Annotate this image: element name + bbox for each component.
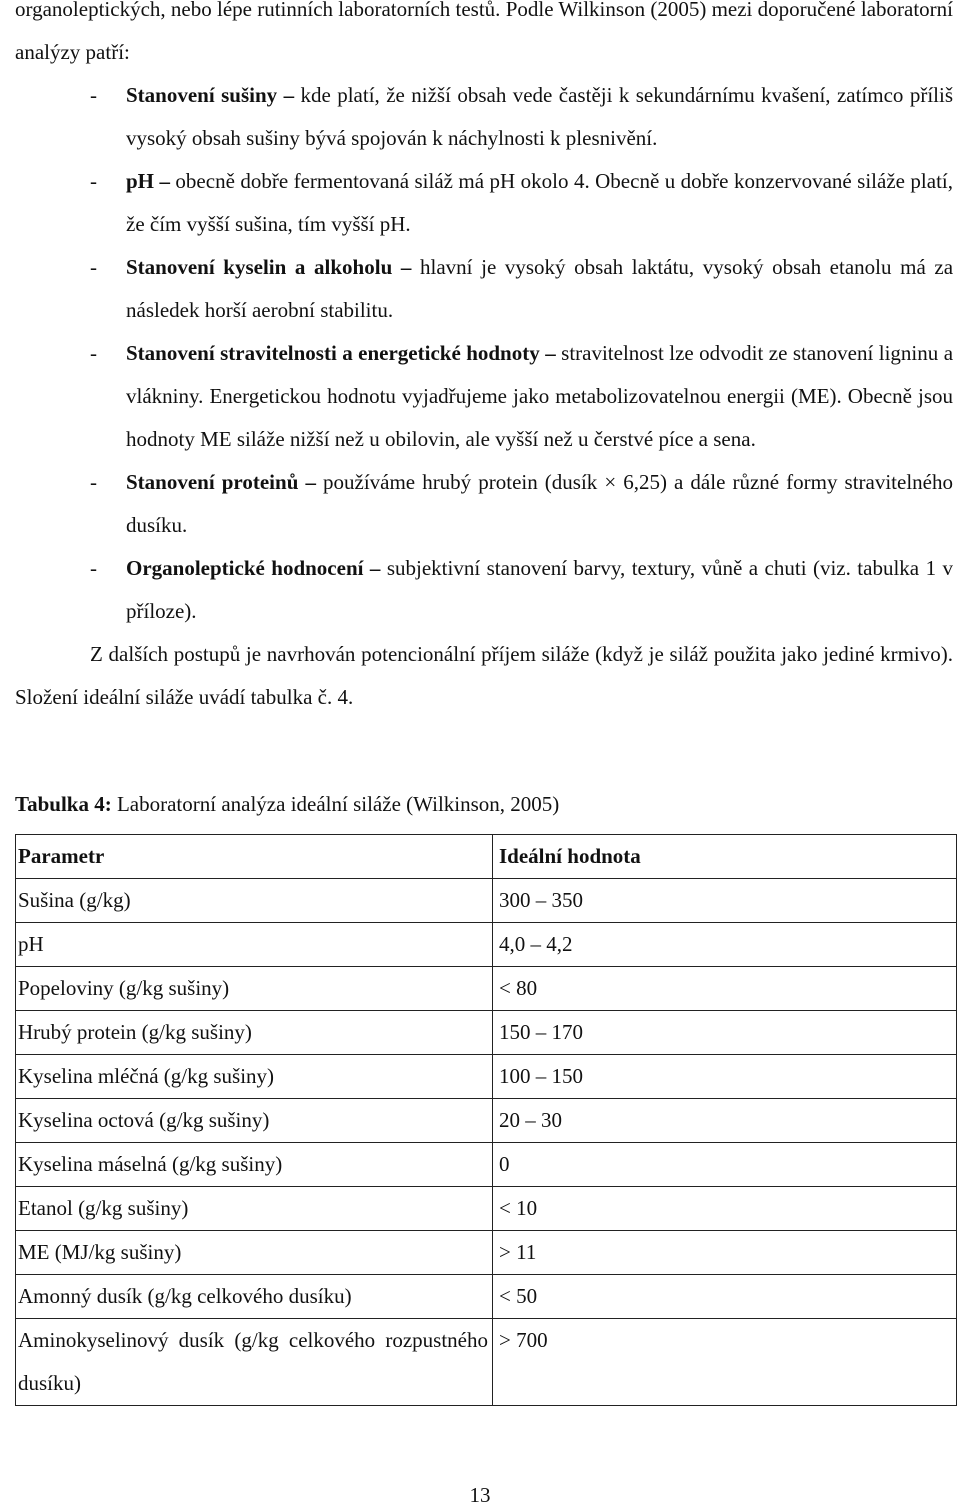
analysis-term: Stanovení stravitelnosti a energetické hodnoty [126, 341, 540, 365]
value-cell: < 10 [493, 1187, 957, 1231]
value-cell: 100 – 150 [493, 1055, 957, 1099]
table-caption [15, 783, 953, 826]
analysis-text: subjektivní stanovení barvy, textury, vůně a chuti (viz. tabulka 1 v příloze). [126, 556, 954, 623]
table-row [16, 1187, 957, 1231]
parameter-cell: Kyselina mléčná (g/kg sušiny) [16, 1055, 493, 1099]
analysis-text: hlavní je vysoký obsah laktátu, vysoký obsah etanolu má za následek horší aerobní stabilitu. [126, 255, 954, 322]
list-item: - Organoleptické hodnocení – subjektivní stanovení barvy, textury, vůně a chuti (viz. tabulka 1 v příloze). [90, 556, 954, 623]
value-cell: < 50 [493, 1275, 957, 1319]
parameter-cell: Kyselina máselná (g/kg sušiny) [16, 1143, 493, 1187]
intro-paragraph: organoleptických, nebo lépe rutinních laboratorních testů. Podle Wilkinson (2005) mezi doporučené laboratorní analýzy patří: [15, 0, 953, 64]
value-cell: < 80 [493, 967, 957, 1011]
closing-paragraph: Z dalších postupů je navrhován potencionální příjem siláže (když je siláž použita jako jediné krmivo). Složení ideální siláže uvádí tabulka č. 4. [15, 642, 953, 709]
document-page [15, 0, 953, 1406]
analysis-term: Stanovení proteinů [126, 470, 299, 494]
parameter-cell: Amonný dusík (g/kg celkového dusíku) [16, 1275, 493, 1319]
table-row [16, 1143, 957, 1187]
table-caption-text: Laboratorní analýza ideální siláže (Wilkinson, 2005) [116, 792, 560, 816]
list-item: - Stanovení stravitelnosti a energetické hodnoty – stravitelnost lze odvodit ze stanovení ligninu a vlákniny. Energetickou hodnotu vyjadřujeme jako metabolizovatelnou energii (ME). Obecně jsou hodnoty ME siláže nižší než u obilovin, ale vyšší než u čerstvé píce a sena. [90, 341, 954, 451]
analyses-list [15, 74, 953, 633]
parameter-cell: Kyselina octová (g/kg sušiny) [16, 1099, 493, 1143]
analysis-text: používáme hrubý protein (dusík × 6,25) a dále různé formy stravitelného dusíku. [126, 470, 953, 537]
page-number: 13 [469, 1483, 491, 1507]
parameter-cell: pH [16, 923, 493, 967]
value-cell: 300 – 350 [493, 879, 957, 923]
value-cell: > 700 [493, 1319, 957, 1406]
list-item: - Stanovení proteinů – používáme hrubý protein (dusík × 6,25) a dále různé formy stravitelného dusíku. [90, 470, 953, 537]
table-row [16, 923, 957, 967]
value-cell: 4,0 – 4,2 [493, 923, 957, 967]
analysis-text: obecně dobře fermentovaná siláž má pH okolo 4. Obecně u dobře konzervované siláže platí, že čím vyšší sušina, tím vyšší pH. [126, 169, 953, 236]
table-row [16, 1275, 957, 1319]
list-item: - pH – obecně dobře fermentovaná siláž má pH okolo 4. Obecně u dobře konzervované siláže platí, že čím vyšší sušina, tím vyšší pH. [90, 169, 953, 236]
parameter-cell: Aminokyselinový dusík (g/kg celkového rozpustného dusíku) [16, 1319, 493, 1406]
parameter-cell: Hrubý protein (g/kg sušiny) [16, 1011, 493, 1055]
value-cell: > 11 [493, 1231, 957, 1275]
analysis-term: Stanovení kyselin a alkoholu [126, 255, 393, 279]
value-cell: 0 [493, 1143, 957, 1187]
list-item: - Stanovení kyselin a alkoholu – hlavní je vysoký obsah laktátu, vysoký obsah etanolu má za následek horší aerobní stabilitu. [90, 255, 954, 322]
parameter-cell: ME (MJ/kg sušiny) [16, 1231, 493, 1275]
table-row [16, 1055, 957, 1099]
ideal-silage-table [15, 834, 957, 1406]
table-header-row [16, 835, 957, 879]
table-row [16, 1319, 957, 1406]
parameter-cell: Etanol (g/kg sušiny) [16, 1187, 493, 1231]
analysis-term: Stanovení sušiny [126, 83, 278, 107]
header-parameter: Parametr [16, 835, 493, 879]
table-row [16, 1011, 957, 1055]
analysis-text: stravitelnost lze odvodit ze stanovení ligninu a vlákniny. Energetickou hodnotu vyjadřujeme jako metabolizovatelnou energii (ME). Obecně jsou hodnoty ME siláže nižší než u obilovin, ale vyšší než u čerstvé píce a sena. [126, 341, 954, 451]
parameter-cell: Sušina (g/kg) [16, 879, 493, 923]
value-cell: 150 – 170 [493, 1011, 957, 1055]
header-ideal-value: Ideální hodnota [493, 835, 957, 879]
list-item: - Stanovení sušiny – kde platí, že nižší obsah vede častěji k sekundárnímu kvašení, zatímco příliš vysoký obsah sušiny bývá spojován k náchylnosti k plesnivění. [90, 83, 954, 150]
table-row [16, 879, 957, 923]
analysis-term: pH [126, 169, 155, 193]
table-row [16, 1099, 957, 1143]
table-row [16, 1231, 957, 1275]
value-cell: 20 – 30 [493, 1099, 957, 1143]
analysis-term: Organoleptické hodnocení [126, 556, 364, 580]
table-row [16, 967, 957, 1011]
table-caption-label: Tabulka 4: [15, 792, 112, 816]
parameter-cell: Popeloviny (g/kg sušiny) [16, 967, 493, 1011]
analysis-text: kde platí, že nižší obsah vede častěji k sekundárnímu kvašení, zatímco příliš vysoký obsah sušiny bývá spojován k náchylnosti k plesnivění. [126, 83, 954, 150]
